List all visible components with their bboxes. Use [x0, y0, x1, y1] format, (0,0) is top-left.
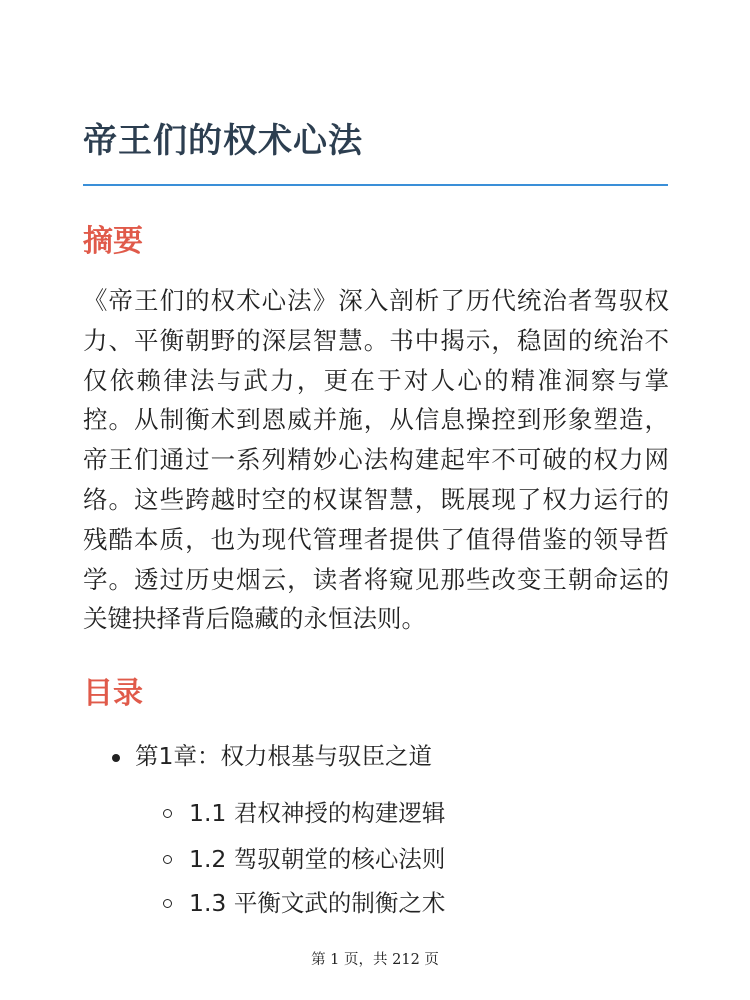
title-divider: [83, 184, 668, 186]
hollow-bullet-icon: [163, 899, 172, 908]
page-number-footer: 第 1 页，共 212 页: [311, 952, 439, 968]
document-title: 帝王们的权术心法: [83, 121, 363, 161]
toc-chapter-label: 第1章：权力根基与驭臣之道: [135, 742, 432, 770]
toc-heading: 目录: [83, 676, 143, 711]
summary-paragraph: 《帝王们的权术心法》深入剖析了历代统治者驾驭权力、平衡朝野的深层智慧。书中揭示，稳固的统治不仅依赖律法与武力，更在于对人心的精准洞察与掌控。从制衡术到恩威并施，从信息操控到形象塑造，帝王们通过一系列精妙心法构建起牢不可破的权力网络。这些跨越时空的权谋智慧，既展现了权力运行的残酷本质，也为现代管理者提供了值得借鉴的领导哲学。透过历史烟云，读者将窥见那些改变王朝命运的关键抉择背后隐藏的永恒法则。: [83, 286, 669, 634]
summary-heading: 摘要: [83, 224, 143, 259]
toc-section-label: 1.1 君权神授的构建逻辑: [189, 799, 446, 827]
toc-section-label: 1.2 驾驭朝堂的核心法则: [189, 845, 446, 873]
hollow-bullet-icon: [163, 855, 172, 864]
toc-section-label: 1.3 平衡文武的制衡之术: [189, 889, 446, 917]
filled-bullet-icon: [112, 754, 120, 762]
hollow-bullet-icon: [163, 809, 172, 818]
